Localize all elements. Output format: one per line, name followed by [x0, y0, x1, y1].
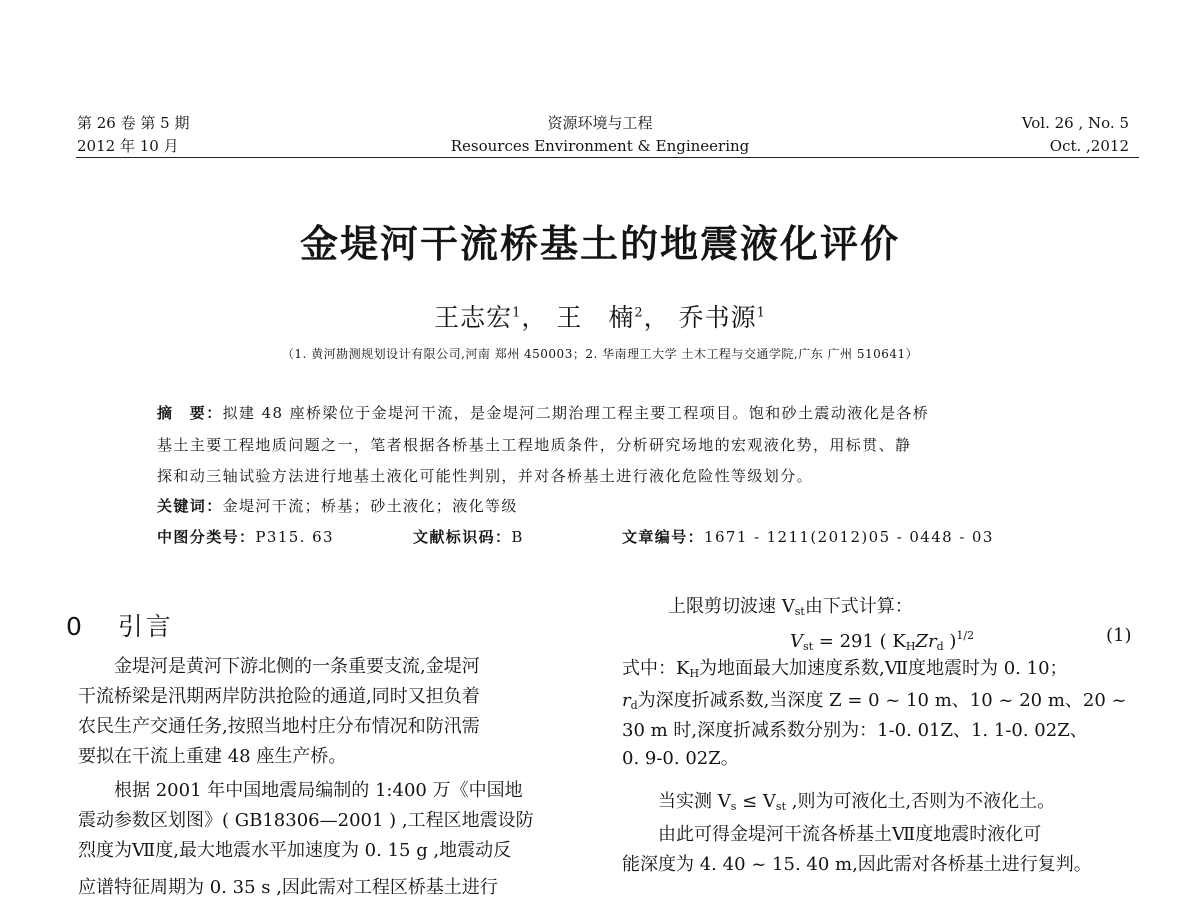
journal-name-cn: 资源环境与工程	[547, 114, 653, 132]
article-number-label: 文章编号：	[622, 528, 705, 546]
article-number: 文章编号：1671 - 1211(2012)05 - 0448 - 03	[622, 528, 994, 546]
abstract-label: 摘 要：	[157, 404, 223, 422]
volume-issue-en: Vol. 26 , No. 5	[1021, 114, 1129, 132]
body-line: 当实测 $V_s \le V_{st}$ ,则为可液化土,否则为不液化土。	[622, 791, 1056, 813]
body-line: 上限剪切波速 $V_{st}$由下式计算：	[668, 596, 913, 618]
body-line: 震动参数区划图》( GB18306—2001 ) ,工程区地震设防	[78, 810, 534, 831]
author-name: 王 楠	[556, 303, 635, 332]
keywords-text: 金堤河干流；桥基；砂土液化；液化等级	[222, 497, 518, 515]
body-line: 烈度为Ⅶ度,最大地震水平加速度为 0. 15 g ,地震动反	[78, 840, 512, 861]
body-line: 能深度为 4. 40 ~ 15. 40 m,因此需对各桥基土进行复判。	[622, 854, 1092, 875]
author-list: 王志宏$^1$， 王 楠$^2$， 乔书源$^1$	[434, 303, 766, 332]
body-line: 金堤河是黄河下游北侧的一条重要支流,金堤河	[78, 656, 480, 677]
equation-number: (1)	[1106, 625, 1132, 646]
keywords-label: 关键词：	[157, 497, 223, 515]
document-code-label: 文献标识码：	[413, 528, 512, 546]
author-affiliation-mark: 1	[512, 305, 522, 321]
section-heading	[66, 607, 174, 643]
date-en: Oct. ,2012	[1049, 137, 1129, 155]
equation-1: $V_{st} = 291$ ( $K_HZr_d$ )$^{1/2}$	[790, 629, 975, 653]
author-affiliation-mark: 2	[634, 305, 644, 321]
paper-title: 金堤河干流桥基土的地震液化评价	[299, 222, 900, 266]
abstract-line: 探和动三轴试验方法进行地基土液化可能性判别，并对各桥基土进行液化危险性等级划分。	[157, 467, 814, 485]
volume-issue-cn: 第 26 卷 第 5 期	[77, 114, 190, 132]
body-line: 农民生产交通任务,按照当地村庄分布情况和防汛需	[78, 716, 480, 737]
section-number: 0	[66, 612, 85, 641]
body-line: 要拟在干流上重建 48 座生产桥。	[78, 746, 347, 767]
abstract-line: 基土主要工程地质问题之一，笔者根据各桥基土工程地质条件，分析研究场地的宏观液化势，用标贯、静	[157, 436, 912, 454]
section-title: 引言	[117, 612, 174, 641]
keywords	[157, 496, 518, 516]
journal-name-en: Resources Environment & Engineering	[450, 137, 750, 155]
header-rule	[76, 157, 1139, 158]
body-line: 干流桥梁是汛期两岸防洪抢险的通道,同时又担负着	[78, 686, 480, 707]
author-affiliation-mark: 1	[756, 305, 766, 321]
classification-label: 中图分类号：	[157, 528, 256, 546]
body-line: 由此可得金堤河干流各桥基土Ⅶ度地震时液化可	[622, 824, 1042, 845]
date-cn: 2012 年 10 月	[77, 137, 179, 155]
document-code: 文献标识码：B	[413, 528, 524, 546]
affiliation: （1. 黄河勘测规划设计有限公司,河南 郑州 450003；2. 华南理工大学 土木工程与交通学院,广东 广州 510641）	[281, 347, 919, 361]
abstract-line: 摘 要：拟建 48 座桥梁位于金堤河干流，是金堤河二期治理工程主要工程项目。饱和砂土震动液化是各桥	[157, 404, 930, 422]
body-line: 30 m 时,深度折减系数分别为：1-0. 01Z、1. 1-0. 02Z、	[622, 720, 1088, 741]
author-name: 王志宏	[434, 303, 513, 332]
author-name: 乔书源	[678, 303, 757, 332]
body-line: $r_d$为深度折减系数,当深度 Z = 0 ~ 10 m、10 ~ 20 m、20 ~	[622, 690, 1127, 712]
classification: 中图分类号：P315. 63	[157, 528, 334, 546]
body-line: 根据 2001 年中国地震局编制的 1:400 万《中国地	[78, 780, 523, 801]
body-line: 0. 9-0. 02Z。	[622, 748, 739, 769]
body-line: 应谱特征周期为 0. 35 s ,因此需对工程区桥基土进行	[78, 877, 498, 898]
body-line: 式中：$K_H$为地面最大加速度系数,Ⅶ度地震时为 0. 10；	[622, 658, 1068, 680]
